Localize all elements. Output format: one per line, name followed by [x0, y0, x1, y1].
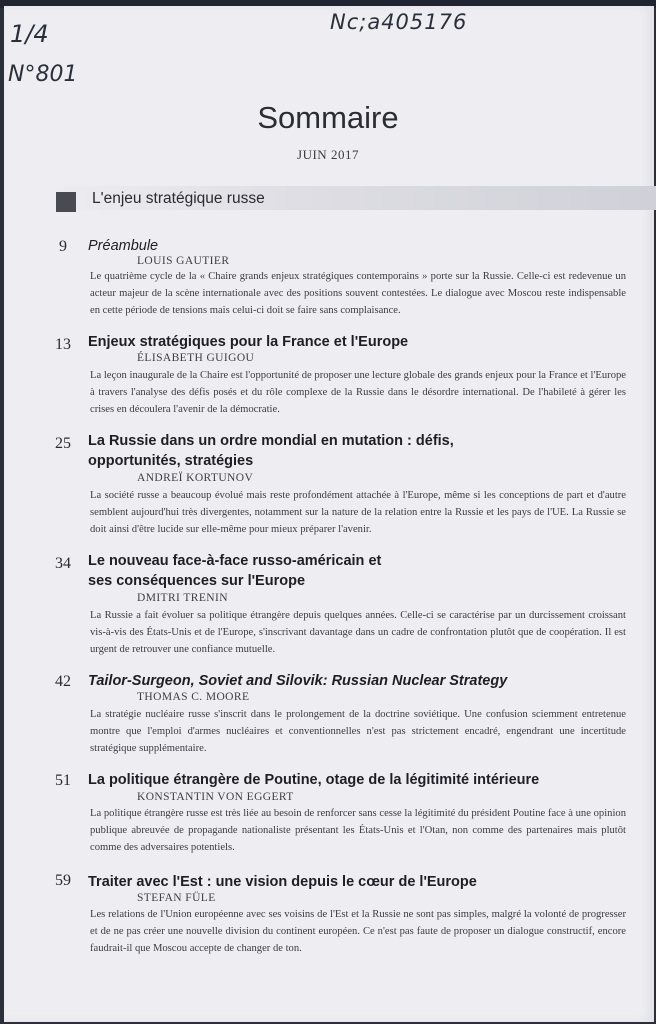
entry-author: DMITRI TRENIN: [137, 592, 228, 604]
entry-page-number: 51: [55, 772, 71, 789]
entry-title: Le nouveau face-à-face russo-américain et ses conséquences sur l'Europe: [88, 553, 382, 589]
section-marker-square: [56, 192, 76, 212]
entry-title: Préambule: [88, 238, 159, 254]
entry-title: La Russie dans un ordre mondial en mutation : défis, opportunités, stratégies: [88, 433, 454, 469]
handwritten-code: Nc;a405176: [330, 10, 468, 34]
entry-author: STEFAN FÜLE: [137, 892, 216, 904]
page-title: Sommaire: [257, 100, 399, 135]
entry-description: La stratégie nucléaire russe s'inscrit dans le prolongement de la doctrine soviétique. Une confusion sciemment entretenue montre que l'emploi d'armes nucléaires et conventionnelles n'est pas strictement encadré, engendrant une incertitude stratégique supplémentaire.: [90, 709, 626, 754]
entry-page-number: 42: [55, 673, 71, 690]
entry-description: La Russie a fait évoluer sa politique étrangère depuis quelques années. Celle-ci se caractérise par un durcissement croissant vis-à-vis des États-Unis et de l'Europe, s'inscrivant davantage dans un cadre de confrontation plutôt que de coopération. Il est urgent de retrouver une confiance mutuelle.: [90, 610, 626, 655]
entry-description: Le quatrième cycle de la « Chaire grands enjeux stratégiques contemporains » porte sur la Russie. Celle-ci est redevenue un acteur majeur de la scène internationale avec des positions souvent contestées. Le dialogue avec Moscou reste indispensable en cette période de tensions mais celui-ci doit se faire sans complaisance.: [90, 271, 626, 316]
entry-author: KONSTANTIN VON EGGERT: [137, 791, 294, 803]
entry-description: La société russe a beaucoup évolué mais reste profondément attachée à l'Europe, même si les conceptions de part et d'autre semblent aujourd'hui très divergentes, notamment sur la nature de la relation entre la Russie et les pays de l'UE. La Russie se doit ainsi d'être lucide sur elle-même pour mieux préparer l'avenir.: [90, 490, 626, 535]
handwritten-fraction: 1/4: [10, 20, 49, 48]
section-title: L'enjeu stratégique russe: [92, 190, 265, 207]
entry-description: Les relations de l'Union européenne avec ses voisins de l'Est et la Russie ne sont pas simples, malgré la volonté de progresser et de ne pas créer une nouvelle division du continent européen. Ce n'est pas faute de proposer un dialogue constructif, encore faudrait-il que Moscou accepte de changer de ton.: [90, 909, 626, 954]
entry-author: ANDREÏ KORTUNOV: [137, 472, 254, 484]
entry-page-number: 59: [55, 872, 71, 889]
entry-title: Tailor-Surgeon, Soviet and Silovik: Russian Nuclear Strategy: [88, 673, 508, 689]
entry-page-number: 13: [55, 336, 71, 353]
entry-author: THOMAS C. MOORE: [137, 691, 250, 703]
entry-description: La politique étrangère russe est très liée au besoin de renforcer sans cesse la légitimité du président Poutine face à une opinion publique abreuvée de propagande nationaliste présentant les États-Unis et l'Otan, non comme des partenaires mais plutôt comme des adversaires potentiels.: [90, 808, 626, 853]
entry-author: ÉLISABETH GUIGOU: [137, 352, 255, 364]
entry-description: La leçon inaugurale de la Chaire est l'opportunité de proposer une lecture globale des grands enjeux pour la France et l'Europe à travers l'analyse des défis posés et du rôle complexe de la Russie dans le désordre international. De l'habileté à gérer les crises en découlera l'avenir de la démocratie.: [90, 370, 626, 415]
entry-author: LOUIS GAUTIER: [137, 255, 230, 267]
entry-page-number: 9: [59, 238, 67, 255]
entry-title: La politique étrangère de Poutine, otage de la légitimité intérieure: [88, 772, 540, 788]
handwritten-issue-number: N°801: [8, 62, 78, 87]
issue-date: JUIN 2017: [297, 147, 359, 162]
entry-page-number: 25: [55, 435, 71, 452]
entry-title: Enjeux stratégiques pour la France et l'Europe: [88, 334, 409, 350]
entry-title: Traiter avec l'Est : une vision depuis le cœur de l'Europe: [88, 874, 477, 890]
entry-page-number: 34: [55, 555, 71, 572]
